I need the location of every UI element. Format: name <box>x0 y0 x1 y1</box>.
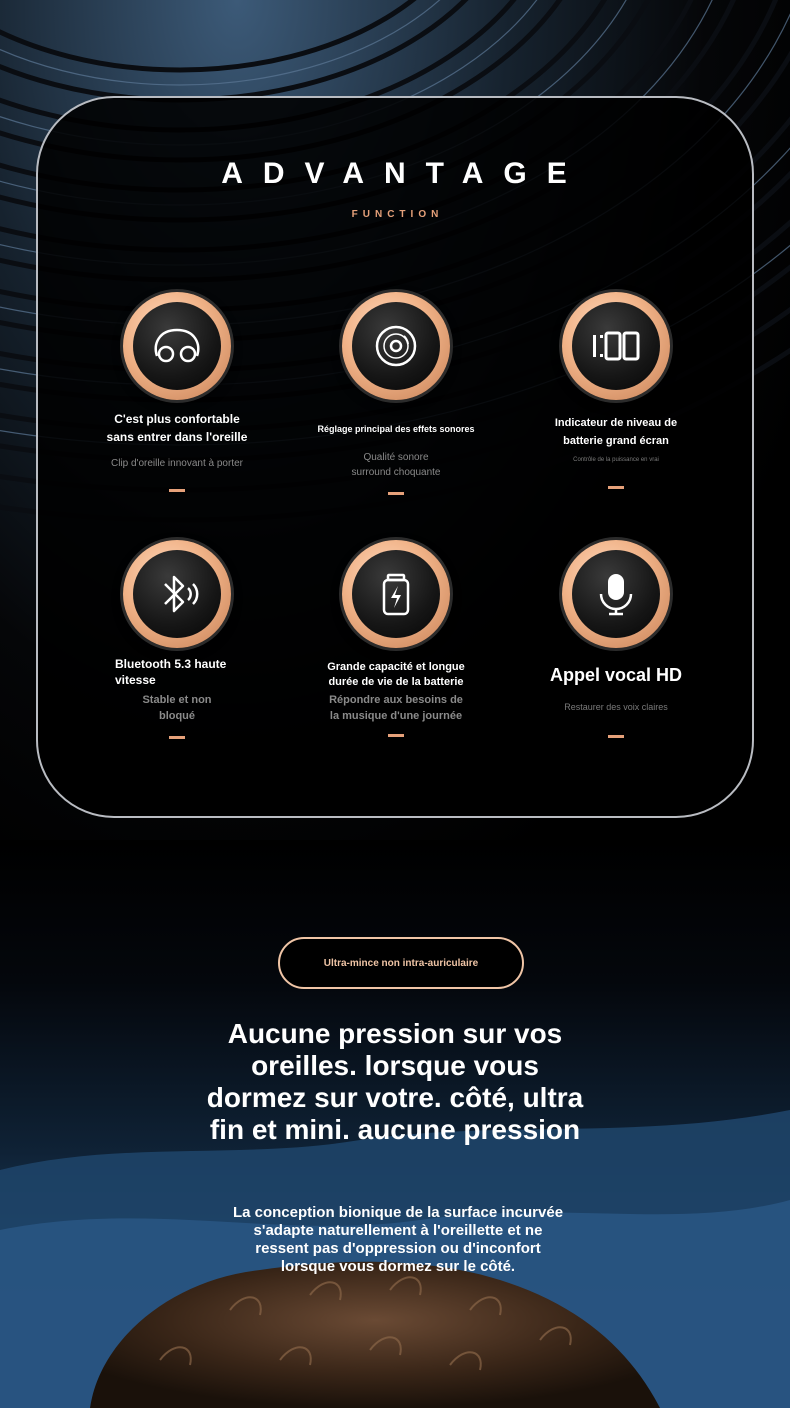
feature-ring <box>123 540 231 648</box>
comfort-description: La conception bionique de la surface incurvée s'adapte naturellement à l'oreillette et ne ressent pas d'oppression ou d'inconfort lorsque vous dormez sur le côté. <box>232 1204 564 1275</box>
feature-title: Réglage principal des effets sonores <box>317 424 475 434</box>
feature-title: Appel vocal HD <box>549 665 683 685</box>
feature-battery-life <box>306 540 486 737</box>
microphone-icon <box>588 566 644 622</box>
feature-ring <box>562 540 670 648</box>
feature-desc: Clip d'oreille innovant à porter <box>111 458 243 469</box>
feature-desc: Contrôle de la puissance en vrai <box>573 457 659 463</box>
ultra-thin-badge: Ultra-mince non intra-auriculaire <box>278 937 524 989</box>
digital-display-icon <box>588 318 644 374</box>
speaker-disc-icon <box>368 318 424 374</box>
feature-title: Bluetooth 5.3 haute vitesse <box>115 657 227 687</box>
feature-title: Grande capacité et longue durée de vie de la batterie <box>327 661 465 688</box>
feature-dash <box>169 736 185 739</box>
feature-desc: Stable et non bloqué <box>142 694 212 722</box>
feature-sound <box>306 292 486 495</box>
feature-ring <box>342 540 450 648</box>
feature-battery-display <box>526 292 706 489</box>
feature-ring <box>123 292 231 400</box>
feature-dash <box>608 735 624 738</box>
feature-bluetooth <box>87 540 267 739</box>
feature-title: Indicateur de niveau de batterie grand écran <box>554 417 678 447</box>
feature-desc: Répondre aux besoins de la musique d'une journée <box>329 694 463 722</box>
advantage-subtitle: FUNCTION <box>351 209 444 220</box>
feature-dash <box>608 486 624 489</box>
feature-ring <box>562 292 670 400</box>
feature-comfort <box>87 292 267 492</box>
feature-hd-call <box>526 540 706 738</box>
feature-dash <box>388 492 404 495</box>
advantage-title: ADVANTAGE <box>221 157 587 190</box>
feature-dash <box>388 734 404 737</box>
feature-desc: Restaurer des voix claires <box>564 702 668 712</box>
feature-ring <box>342 292 450 400</box>
comfort-headline: Aucune pression sur vos oreilles. lorsque vous dormez sur votre. côté, ultra fin et mini. aucune pression <box>206 1018 584 1145</box>
feature-title: C'est plus confortable sans entrer dans l'oreille <box>106 412 248 444</box>
battery-charging-icon <box>368 566 424 622</box>
feature-desc: Qualité sonore surround choquante <box>351 452 441 478</box>
feature-dash <box>169 489 185 492</box>
bluetooth-icon <box>149 566 205 622</box>
ear-hook-icon <box>149 318 205 374</box>
